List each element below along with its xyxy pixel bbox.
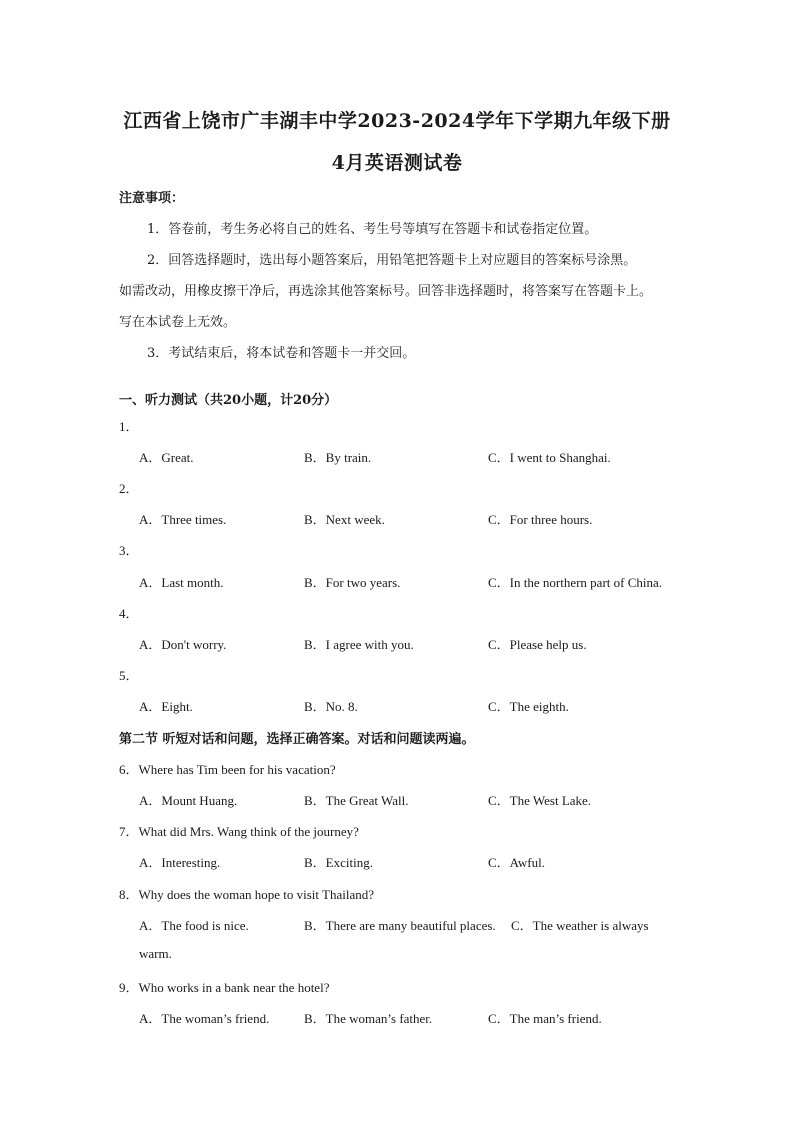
notice-item-2-end: 写在本试卷上无效。 xyxy=(119,315,237,330)
option-a: A．The food is nice. xyxy=(139,918,249,933)
option-b: B．The Great Wall. xyxy=(304,793,409,808)
option-a: A．Interesting. xyxy=(139,855,221,870)
option-a: A．Three times. xyxy=(139,512,227,527)
notice-heading: 注意事项： xyxy=(119,191,185,206)
section-2-heading: 第二节 听短对话和问题，选择正确答案。对话和问题读两遍。 xyxy=(119,732,475,747)
section-1-heading: 一、听力测试（共20小题，计20分） xyxy=(119,393,338,408)
option-a: A．Don't worry. xyxy=(139,637,227,652)
option-b: B．No. 8. xyxy=(304,699,358,714)
notice-item-2-cont: 如需改动，用橡皮擦干净后，再选涂其他答案标号。回答非选择题时，将答案写在答题卡上。 xyxy=(119,284,653,299)
option-b: B．For two years. xyxy=(304,575,401,590)
question-number: 3． xyxy=(119,543,139,558)
option-b: B．I agree with you. xyxy=(304,637,414,652)
option-a: A．The woman’s friend. xyxy=(139,1011,270,1026)
option-b: B．Next week. xyxy=(304,512,385,527)
option-c: C．Please help us. xyxy=(488,637,587,652)
question-number: 4． xyxy=(119,606,139,621)
option-b: B．Exciting. xyxy=(304,855,373,870)
option-b: B．The woman’s father. xyxy=(304,1011,433,1026)
option-b: B．By train. xyxy=(304,450,372,465)
option-c: C．The man’s friend. xyxy=(488,1011,602,1026)
question-text: 7．What did Mrs. Wang think of the journey? xyxy=(119,824,359,839)
option-c: C．The eighth. xyxy=(488,699,569,714)
option-a: A．Eight. xyxy=(139,699,193,714)
question-number: 1． xyxy=(119,419,139,434)
option-c: C．The West Lake. xyxy=(488,793,592,808)
notice-item-3: 3．考试结束后，将本试卷和答题卡一并交回。 xyxy=(147,346,416,361)
question-text: 8．Why does the woman hope to visit Thailand? xyxy=(119,887,375,902)
question-number: 2． xyxy=(119,481,139,496)
option-c: C．For three hours. xyxy=(488,512,593,527)
question-number: 5． xyxy=(119,668,139,683)
option-c: C．Awful. xyxy=(488,855,545,870)
option-c: C．I went to Shanghai. xyxy=(488,450,611,465)
notice-item-2: 2．回答选择题时，选出每小题答案后，用铅笔把答题卡上对应题目的答案标号涂黑。 xyxy=(147,253,637,268)
option-c: C．The weather is always xyxy=(511,918,649,933)
option-a: A．Great. xyxy=(139,450,194,465)
option-c-continued: warm. xyxy=(139,946,172,961)
option-b: B．There are many beautiful places. xyxy=(304,918,496,933)
option-a: A．Mount Huang. xyxy=(139,793,238,808)
page-title-line-2: 4月英语测试卷 xyxy=(331,152,463,174)
option-c: C．In the northern part of China. xyxy=(488,575,663,590)
page-title-line-1: 江西省上饶市广丰湖丰中学2023-2024学年下学期九年级下册 xyxy=(123,110,671,132)
notice-item-1: 1．答卷前，考生务必将自己的姓名、考生号等填写在答题卡和试卷指定位置。 xyxy=(147,222,598,237)
question-text: 6．Where has Tim been for his vacation? xyxy=(119,762,336,777)
question-text: 9．Who works in a bank near the hotel? xyxy=(119,980,330,995)
option-a: A．Last month. xyxy=(139,575,224,590)
